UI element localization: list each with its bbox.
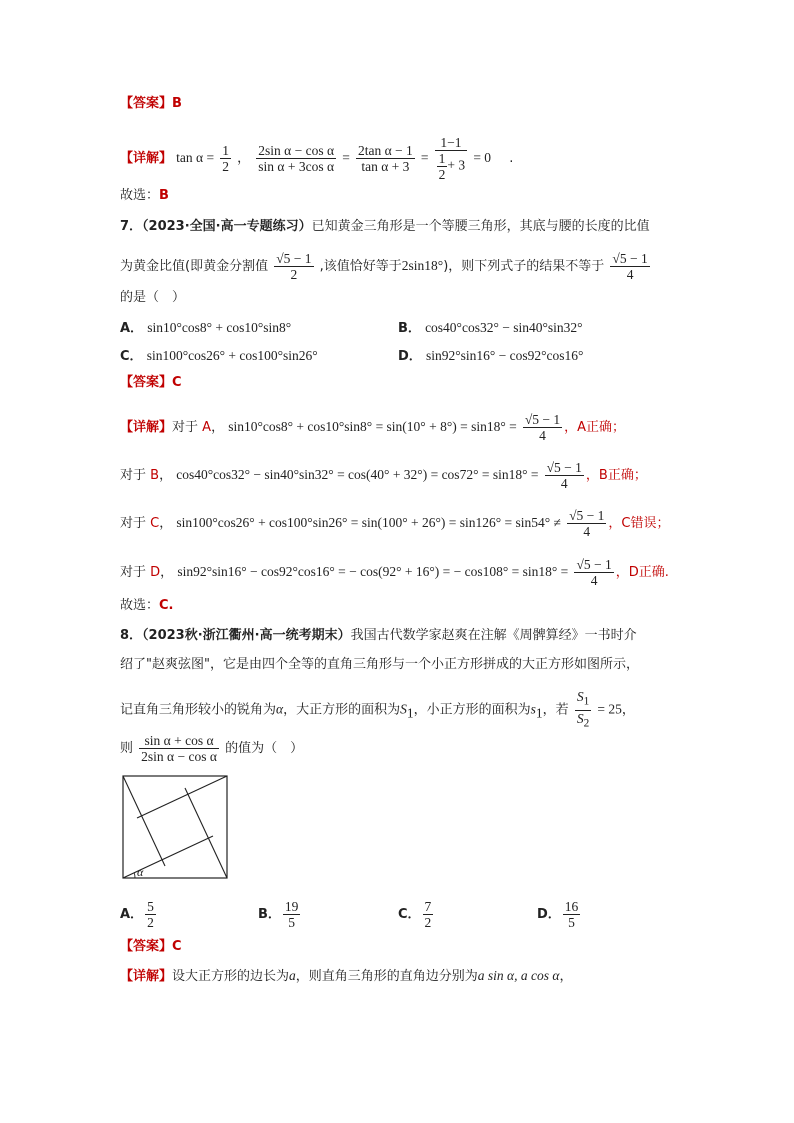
triangle-hypotenuse-right bbox=[185, 788, 227, 878]
q8-stem-line-1: 8．（2023秋·浙江衢州·高一统考期末）我国古代数学家赵爽在注解《周髀算经》一书时介 bbox=[120, 628, 637, 643]
triangle-hypotenuse-left bbox=[123, 776, 165, 866]
question-source: （2023·全国·高一专题练习） bbox=[142, 219, 312, 234]
q8-option-c: C． $\frac{7}{2}$ bbox=[398, 899, 432, 930]
triangle-hypotenuse-top bbox=[137, 776, 227, 818]
q8-option-b: B． $\frac{19}{5}$ bbox=[258, 899, 299, 930]
alpha-label: α bbox=[137, 865, 144, 879]
q6-answer bbox=[120, 94, 182, 114]
area-ratio-fraction: $\frac{S_1}{S_2}$ bbox=[576, 689, 590, 730]
tan-fraction: $\frac{1}{2}$ bbox=[222, 143, 229, 174]
golden-ratio-fraction: $\frac{√5 - 1}{2}$ bbox=[276, 251, 312, 282]
q8-answer: 【答案】C bbox=[120, 939, 182, 954]
q8-stem-line-3: 记直角三角形较小的锐角为α，大正方形的面积为$S_1$，小正方形的面积为$s_1$，若 $\frac{S_1}{S_2}$ = 25， bbox=[120, 689, 635, 730]
fraction-3: 1−1 $\frac{1}{2}$ + 3 bbox=[435, 135, 468, 182]
target-fraction: $\frac{√5 - 1}{4}$ bbox=[612, 251, 648, 282]
q7-stem-line-3: 的是（ ） bbox=[120, 290, 186, 305]
answer-value: B bbox=[172, 96, 182, 111]
detail-tag: 【详解】 bbox=[120, 151, 173, 166]
q8-stem-line-2: 绍了"赵爽弦图"，它是由四个全等的直角三角形与一个小正方形拼成的大正方形如图所示， bbox=[120, 657, 639, 672]
q7-option-b: B． cos40°cos32° − sin40°sin32° bbox=[398, 320, 583, 336]
q7-option-c: C． sin100°cos26° + cos100°sin26° bbox=[120, 348, 318, 364]
q7-conclusion: 故选：C. bbox=[120, 598, 174, 613]
q7-detail-a: 【详解】对于 A， sin10°cos8° + cos10°sin8° = sin(10° + 8°) = sin18° = $\frac{√5 - 1}{4}$ ，A正确； bbox=[120, 412, 626, 443]
q7-detail-d: 对于 D， sin92°sin16° − cos92°cos16° = − cos(92° + 16°) = − cos108° = sin18° = $\frac{√5 - 1}{4}$ ，D正确. bbox=[120, 557, 669, 588]
q8-option-a: A． $\frac{5}{2}$ bbox=[120, 899, 154, 930]
angle-arc bbox=[134, 873, 135, 879]
q7-stem-line-2: 为黄金比值(即黄金分割值 $\frac{√5 - 1}{2}$ ,该值恰好等于2sin18°)，则下列式子的结果不等于 $\frac{√5 - 1}{4}$ bbox=[120, 251, 648, 282]
q7-detail-b: 对于 B， cos40°cos32° − sin40°sin32° = cos(40° + 32°) = cos72° = sin18° = $\frac{√5 - 1}{4}$ ，B正确； bbox=[120, 460, 647, 491]
zhao-shuang-diagram bbox=[121, 774, 231, 882]
target-expression: $\frac{\text{sin α + cos α}}{\text{2sin α − cos α}}$ bbox=[141, 733, 217, 764]
fraction-1: $\frac{\text{2sin α − cos α}}{\text{sin α + 3cos α}}$ bbox=[258, 143, 335, 174]
q7-answer: 【答案】C bbox=[120, 375, 182, 390]
fraction-2: $\frac{\text{2tan α − 1}}{\text{tan α + 3}}$ bbox=[357, 143, 413, 174]
q7-stem-line-1: 7．（2023·全国·高一专题练习）已知黄金三角形是一个等腰三角形，其底与腰的长度的比值 bbox=[120, 219, 650, 234]
q8-option-d: D． $\frac{16}{5}$ bbox=[537, 899, 579, 930]
q7-option-a: A． sin10°cos8° + cos10°sin8° bbox=[120, 320, 292, 336]
q6-detail: 【详解】 tan α = $\frac{1}{2}$ ， $\frac{\text{2sin α − cos α}}{\text{sin α + 3cos α}}$ = $\frac{\text{2tan α − 1}}{\text{tan α + 3}}$ = 1−1 $\frac{1}{2}$ + 3 = 0 . bbox=[120, 135, 514, 182]
q8-stem-line-4: 则 $\frac{\text{sin α + cos α}}{\text{2sin α − cos α}}$ 的值为（ ） bbox=[120, 733, 304, 764]
tan-lhs: tan α = bbox=[176, 150, 215, 165]
large-square bbox=[123, 776, 227, 878]
result: = 0 bbox=[473, 150, 492, 165]
answer-tag: 【答案】 bbox=[120, 96, 173, 111]
q7-detail-c: 对于 C， sin100°cos26° + cos100°sin26° = sin(100° + 26°) = sin126° = sin54° ≠ $\frac{√5 - 1}{4}$ ，C错误； bbox=[120, 508, 670, 539]
q6-conclusion: 故选：B bbox=[120, 188, 169, 203]
q7-option-d: D． sin92°sin16° − cos92°cos16° bbox=[398, 348, 584, 364]
question-number: 7． bbox=[120, 219, 143, 234]
q8-detail: 【详解】设大正方形的边长为a，则直角三角形的直角边分别为a sin α, a cos α， bbox=[120, 968, 573, 984]
